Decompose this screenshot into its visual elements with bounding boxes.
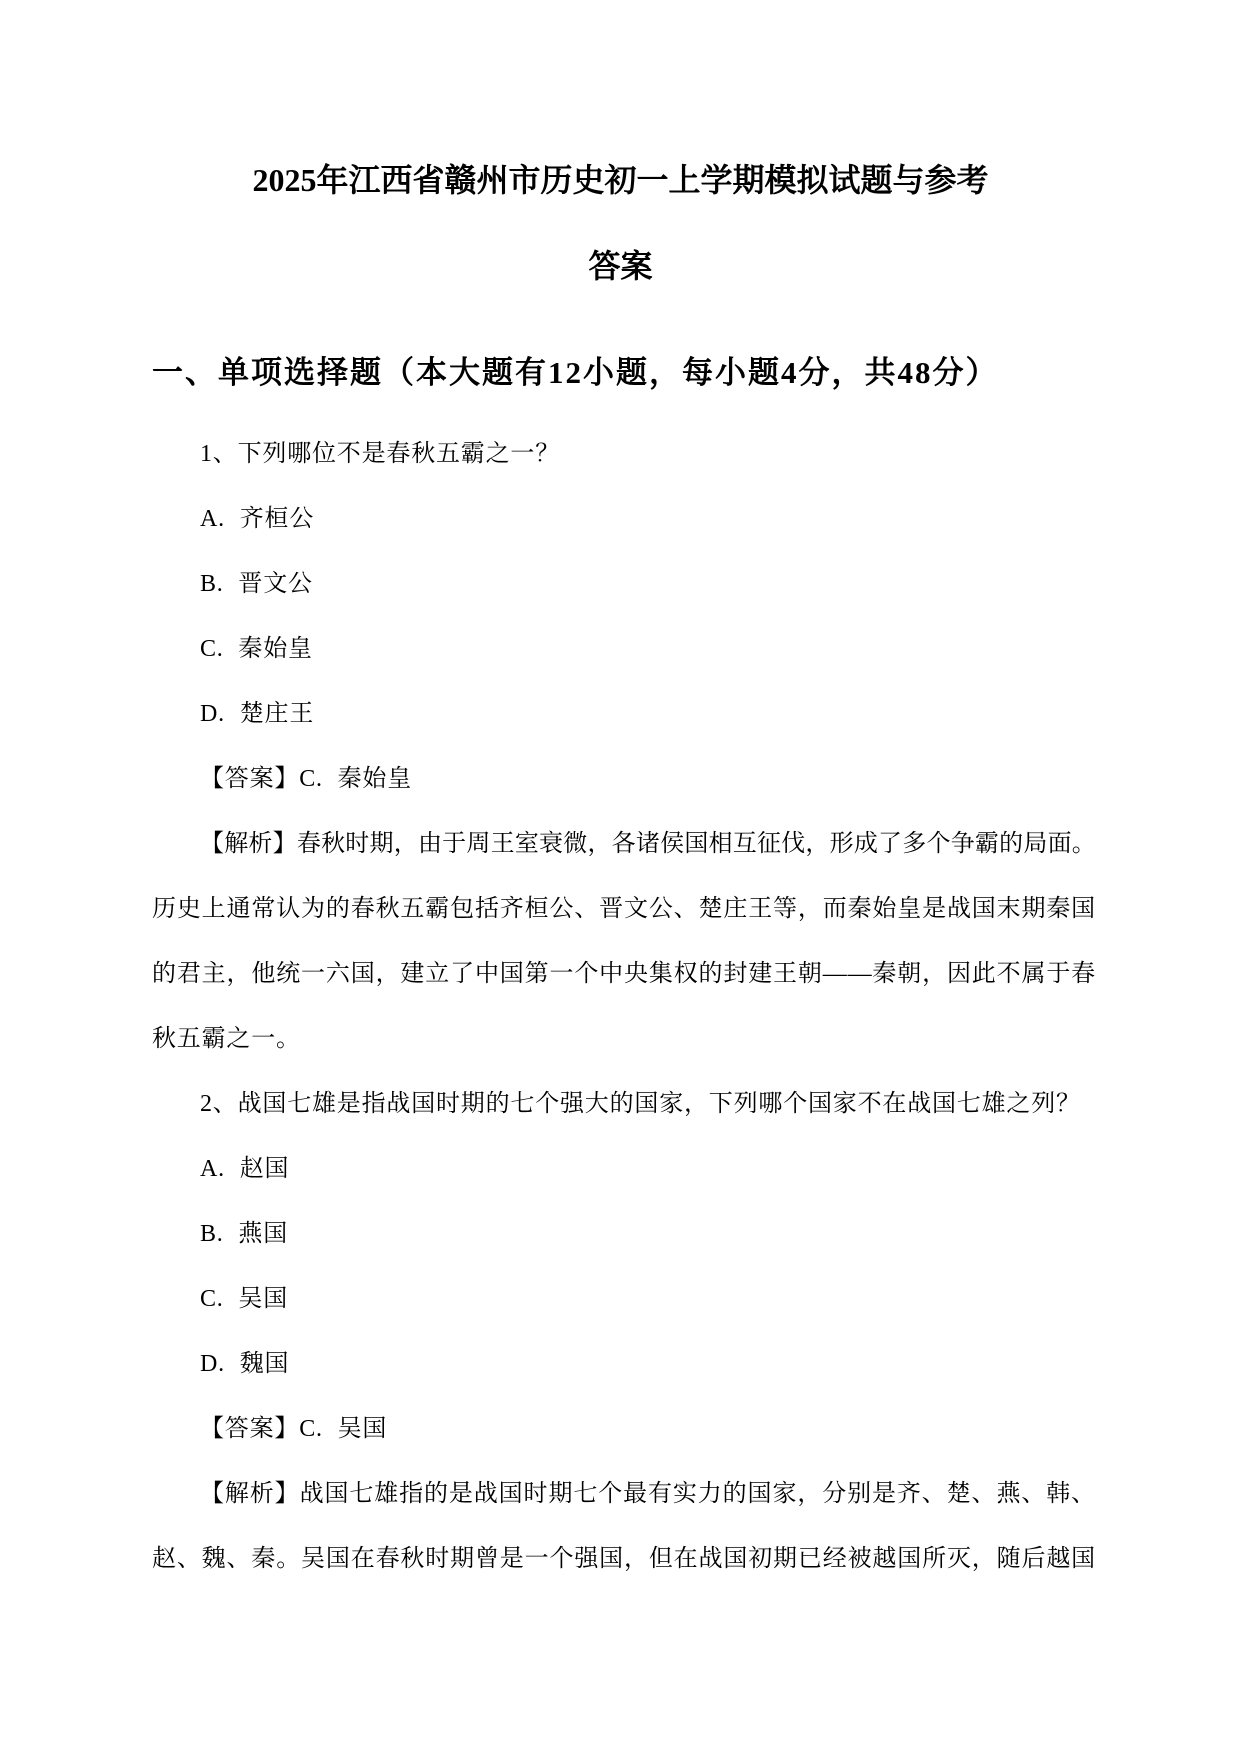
option-item [152, 1202, 1096, 1267]
answer-line [152, 1397, 1096, 1462]
analysis-line [152, 1462, 1096, 1527]
analysis-line [152, 1527, 1096, 1592]
analysis-text: 春秋时期，由于周王室衰微，各诸侯国相互征伐，形成了多个争霸的局面。 [296, 831, 1096, 857]
analysis-label: 【解析】 [200, 1481, 300, 1507]
answer-line-text [200, 747, 412, 812]
option-item [152, 1267, 1096, 1332]
question-stem [152, 422, 1096, 487]
analysis-line [152, 812, 1096, 877]
option-text: B. 晋文公 [200, 571, 313, 597]
analysis-line [152, 942, 1096, 1007]
question-block [152, 1072, 1096, 1592]
option-text: C. 吴国 [200, 1286, 289, 1312]
analysis-text: 历史上通常认为的春秋五霸包括齐桓公、晋文公、楚庄王等，而秦始皇是战国末期秦国 [152, 896, 1096, 922]
option-item [152, 552, 1096, 617]
option-item [152, 682, 1096, 747]
option-text: C. 秦始皇 [200, 636, 313, 662]
analysis-text: 战国七雄指的是战国时期七个最有实力的国家，分别是齐、楚、燕、韩、 [299, 1481, 1096, 1507]
option-text: B. 燕国 [200, 1221, 289, 1247]
analysis-line-text [200, 812, 1096, 877]
answer-text: C. 秦始皇 [299, 766, 413, 792]
option-text: A. 赵国 [200, 1156, 290, 1182]
option-item [152, 617, 1096, 682]
title-line [0, 137, 1241, 223]
analysis-text: 赵、魏、秦。吴国在春秋时期曾是一个强国，但在战国初期已经被越国所灭，随后越国 [152, 1546, 1096, 1572]
question-stem-text: 1、下列哪位不是春秋五霸之一？ [200, 441, 560, 467]
title-line-text: 答案 [588, 248, 653, 284]
option-text: A. 齐桓公 [200, 506, 315, 532]
answer-label: 【答案】 [200, 1416, 300, 1442]
section-heading-text: 一、单项选择题（本大题有12小题，每小题4分，共48分） [152, 355, 999, 390]
answer-label: 【答案】 [200, 766, 300, 792]
option-item [152, 1332, 1096, 1397]
option-text: D. 楚庄王 [200, 701, 315, 727]
document-body [152, 422, 1096, 1592]
analysis-label: 【解析】 [200, 831, 297, 857]
answer-line-text [200, 1397, 387, 1462]
analysis-text: 秋五霸之一。 [152, 1026, 301, 1052]
analysis-line-text [200, 1462, 1096, 1527]
section-heading [152, 343, 1096, 403]
answer-text: C. 吴国 [299, 1416, 388, 1442]
analysis-text: 的君主，他统一六国，建立了中国第一个中央集权的封建王朝——秦朝，因此不属于春 [152, 961, 1096, 987]
option-text: D. 魏国 [200, 1351, 290, 1377]
option-item [152, 1137, 1096, 1202]
option-item [152, 487, 1096, 552]
answer-line [152, 747, 1096, 812]
question-stem [152, 1072, 1096, 1137]
question-stem-text: 2、战国七雄是指战国时期的七个强大的国家，下列哪个国家不在战国七雄之列？ [200, 1091, 1081, 1117]
analysis-line [152, 1007, 1096, 1072]
analysis-line [152, 877, 1096, 942]
title-line [0, 223, 1241, 309]
question-block [152, 422, 1096, 1072]
title-line-text: 2025年江西省赣州市历史初一上学期模拟试题与参考 [252, 162, 989, 198]
document-title [0, 137, 1241, 309]
